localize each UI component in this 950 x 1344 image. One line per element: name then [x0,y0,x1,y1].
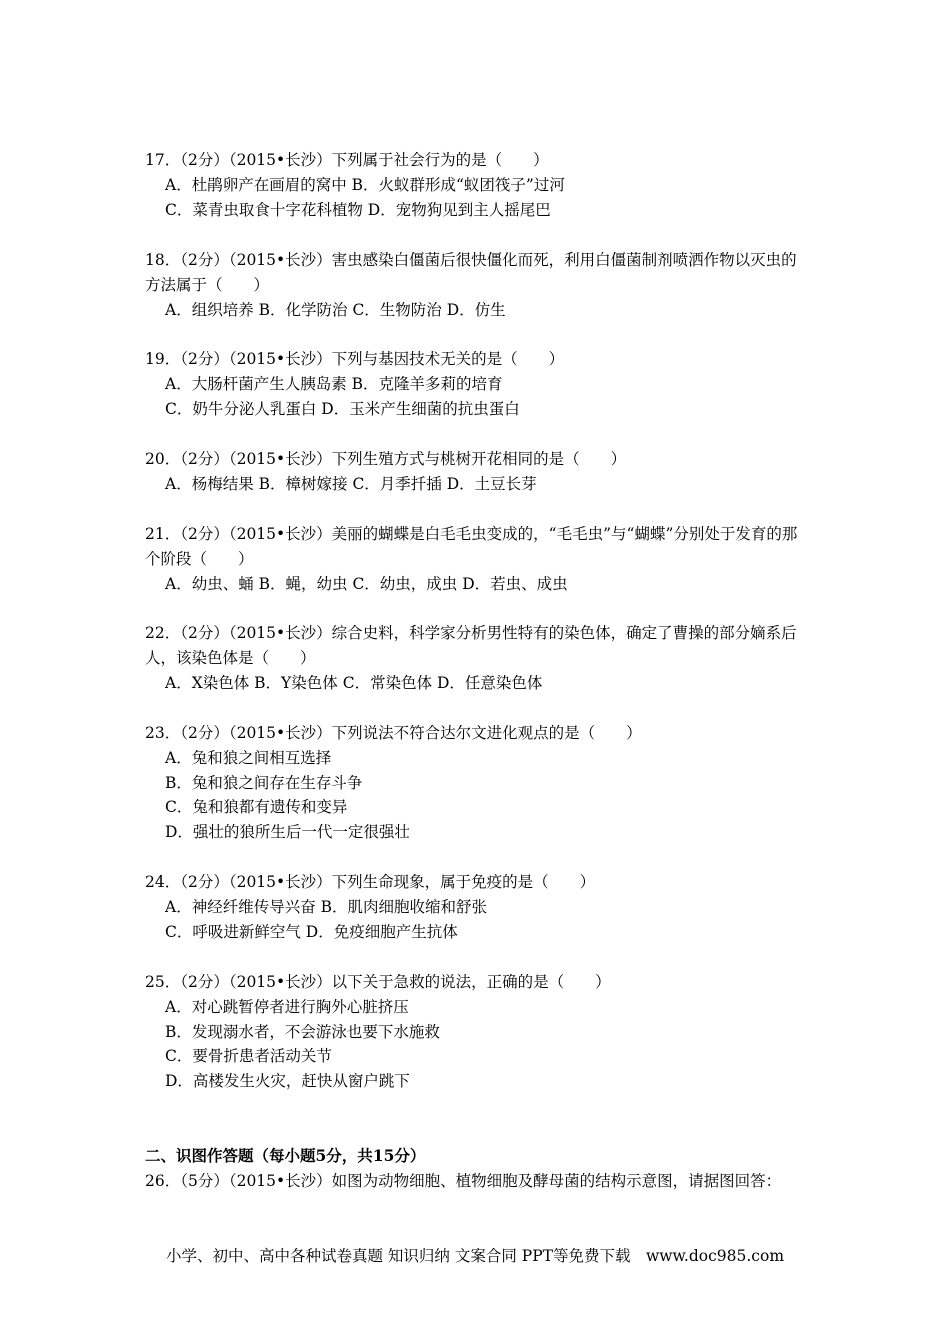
question-18 [145,248,805,322]
question-options: C．奶牛分泌人乳蛋白 D．玉米产生细菌的抗虫蛋白 [165,399,520,418]
question-options: C．要骨折患者活动关节 [165,1047,332,1066]
question-options: A．组织培养 B．化学防治 C．生物防治 D．仿生 [165,300,506,319]
question-options: A．兔和狼之间相互选择 [165,748,332,767]
question-options: D．高楼发生火灾，赶快从窗户跳下 [165,1072,410,1091]
question-options: A．杜鹃卵产在画眉的窝中 B．火蚁群形成“蚁团筏子”过河 [165,175,565,194]
question-stem: 21．（2分）（2015•长沙）美丽的蝴蝶是白毛毛虫变成的，“毛毛虫”与“蝴蝶”分别处于发育的那个阶段（ ） [145,525,798,568]
question-stem: 18．（2分）（2015•长沙）害虫感染白僵菌后很快僵化而死，利用白僵菌制剂喷洒作物以灭虫的方法属于（ ） [145,251,797,294]
question-options: A．神经纤维传导兴奋 B．肌肉细胞收缩和舒张 [165,897,488,916]
question-stem: 24．（2分）（2015•长沙）下列生命现象，属于免疫的是（ ） [145,873,596,891]
question-stem: 25．（2分）（2015•长沙）以下关于急救的说法，正确的是（ ） [145,973,611,991]
question-options: D．强壮的狼所生后一代一定很强壮 [165,823,410,842]
question-options: C．菜青虫取食十字花科植物 D．宠物狗见到主人摇尾巴 [165,200,551,219]
question-stem: 26．（5分）（2015•长沙）如图为动物细胞、植物细胞及酵母菌的结构示意图，请据图回答： [145,1172,782,1190]
question-options: C．兔和狼都有遗传和变异 [165,798,348,817]
question-stem: 22．（2分）（2015•长沙）综合史料，科学家分析男性特有的染色体，确定了曹操的部分嫡系后人，该染色体是（ ） [145,624,797,667]
question-options: A．杨梅结果 B．樟树嫁接 C．月季扦插 D．土豆长芽 [165,474,537,493]
question-stem: 17．（2分）（2015•长沙）下列属于社会行为的是（ ） [145,151,549,169]
question-options: B．兔和狼之间存在生存斗争 [165,773,363,792]
question-options: B．发现溺水者，不会游泳也要下水施救 [165,1022,440,1041]
question-26 [145,1169,805,1194]
question-options: C．呼吸进新鲜空气 D．免疫细胞产生抗体 [165,922,458,941]
question-stem: 23．（2分）（2015•长沙）下列说法不符合达尔文进化观点的是（ ） [145,724,642,742]
page-footer: 小学、初中、高中各种试卷真题 知识归纳 文案合同 PPT等免费下载 www.doc985.com [165,1247,785,1265]
question-22 [145,621,805,695]
question-stem: 20．（2分）（2015•长沙）下列生殖方式与桃树开花相同的是（ ） [145,450,627,468]
question-24 [145,870,805,944]
question-20 [145,447,805,497]
question-options: A．对心跳暂停者进行胸外心脏挤压 [165,997,409,1016]
question-25 [145,970,805,1094]
question-23 [145,721,805,845]
question-options: A．幼虫、蛹 B．蝇，幼虫 C．幼虫，成虫 D．若虫、成虫 [165,574,568,593]
question-options: A．X染色体 B．Y染色体 C．常染色体 D．任意染色体 [165,673,543,692]
question-17 [145,148,805,222]
question-stem: 19．（2分）（2015•长沙）下列与基因技术无关的是（ ） [145,350,565,368]
question-options: A．大肠杆菌产生人胰岛素 B．克隆羊多莉的培育 [165,374,503,393]
question-19 [145,347,805,421]
question-21 [145,522,805,596]
section-title: 二、识图作答题（每小题5分，共15分） [145,1146,426,1165]
